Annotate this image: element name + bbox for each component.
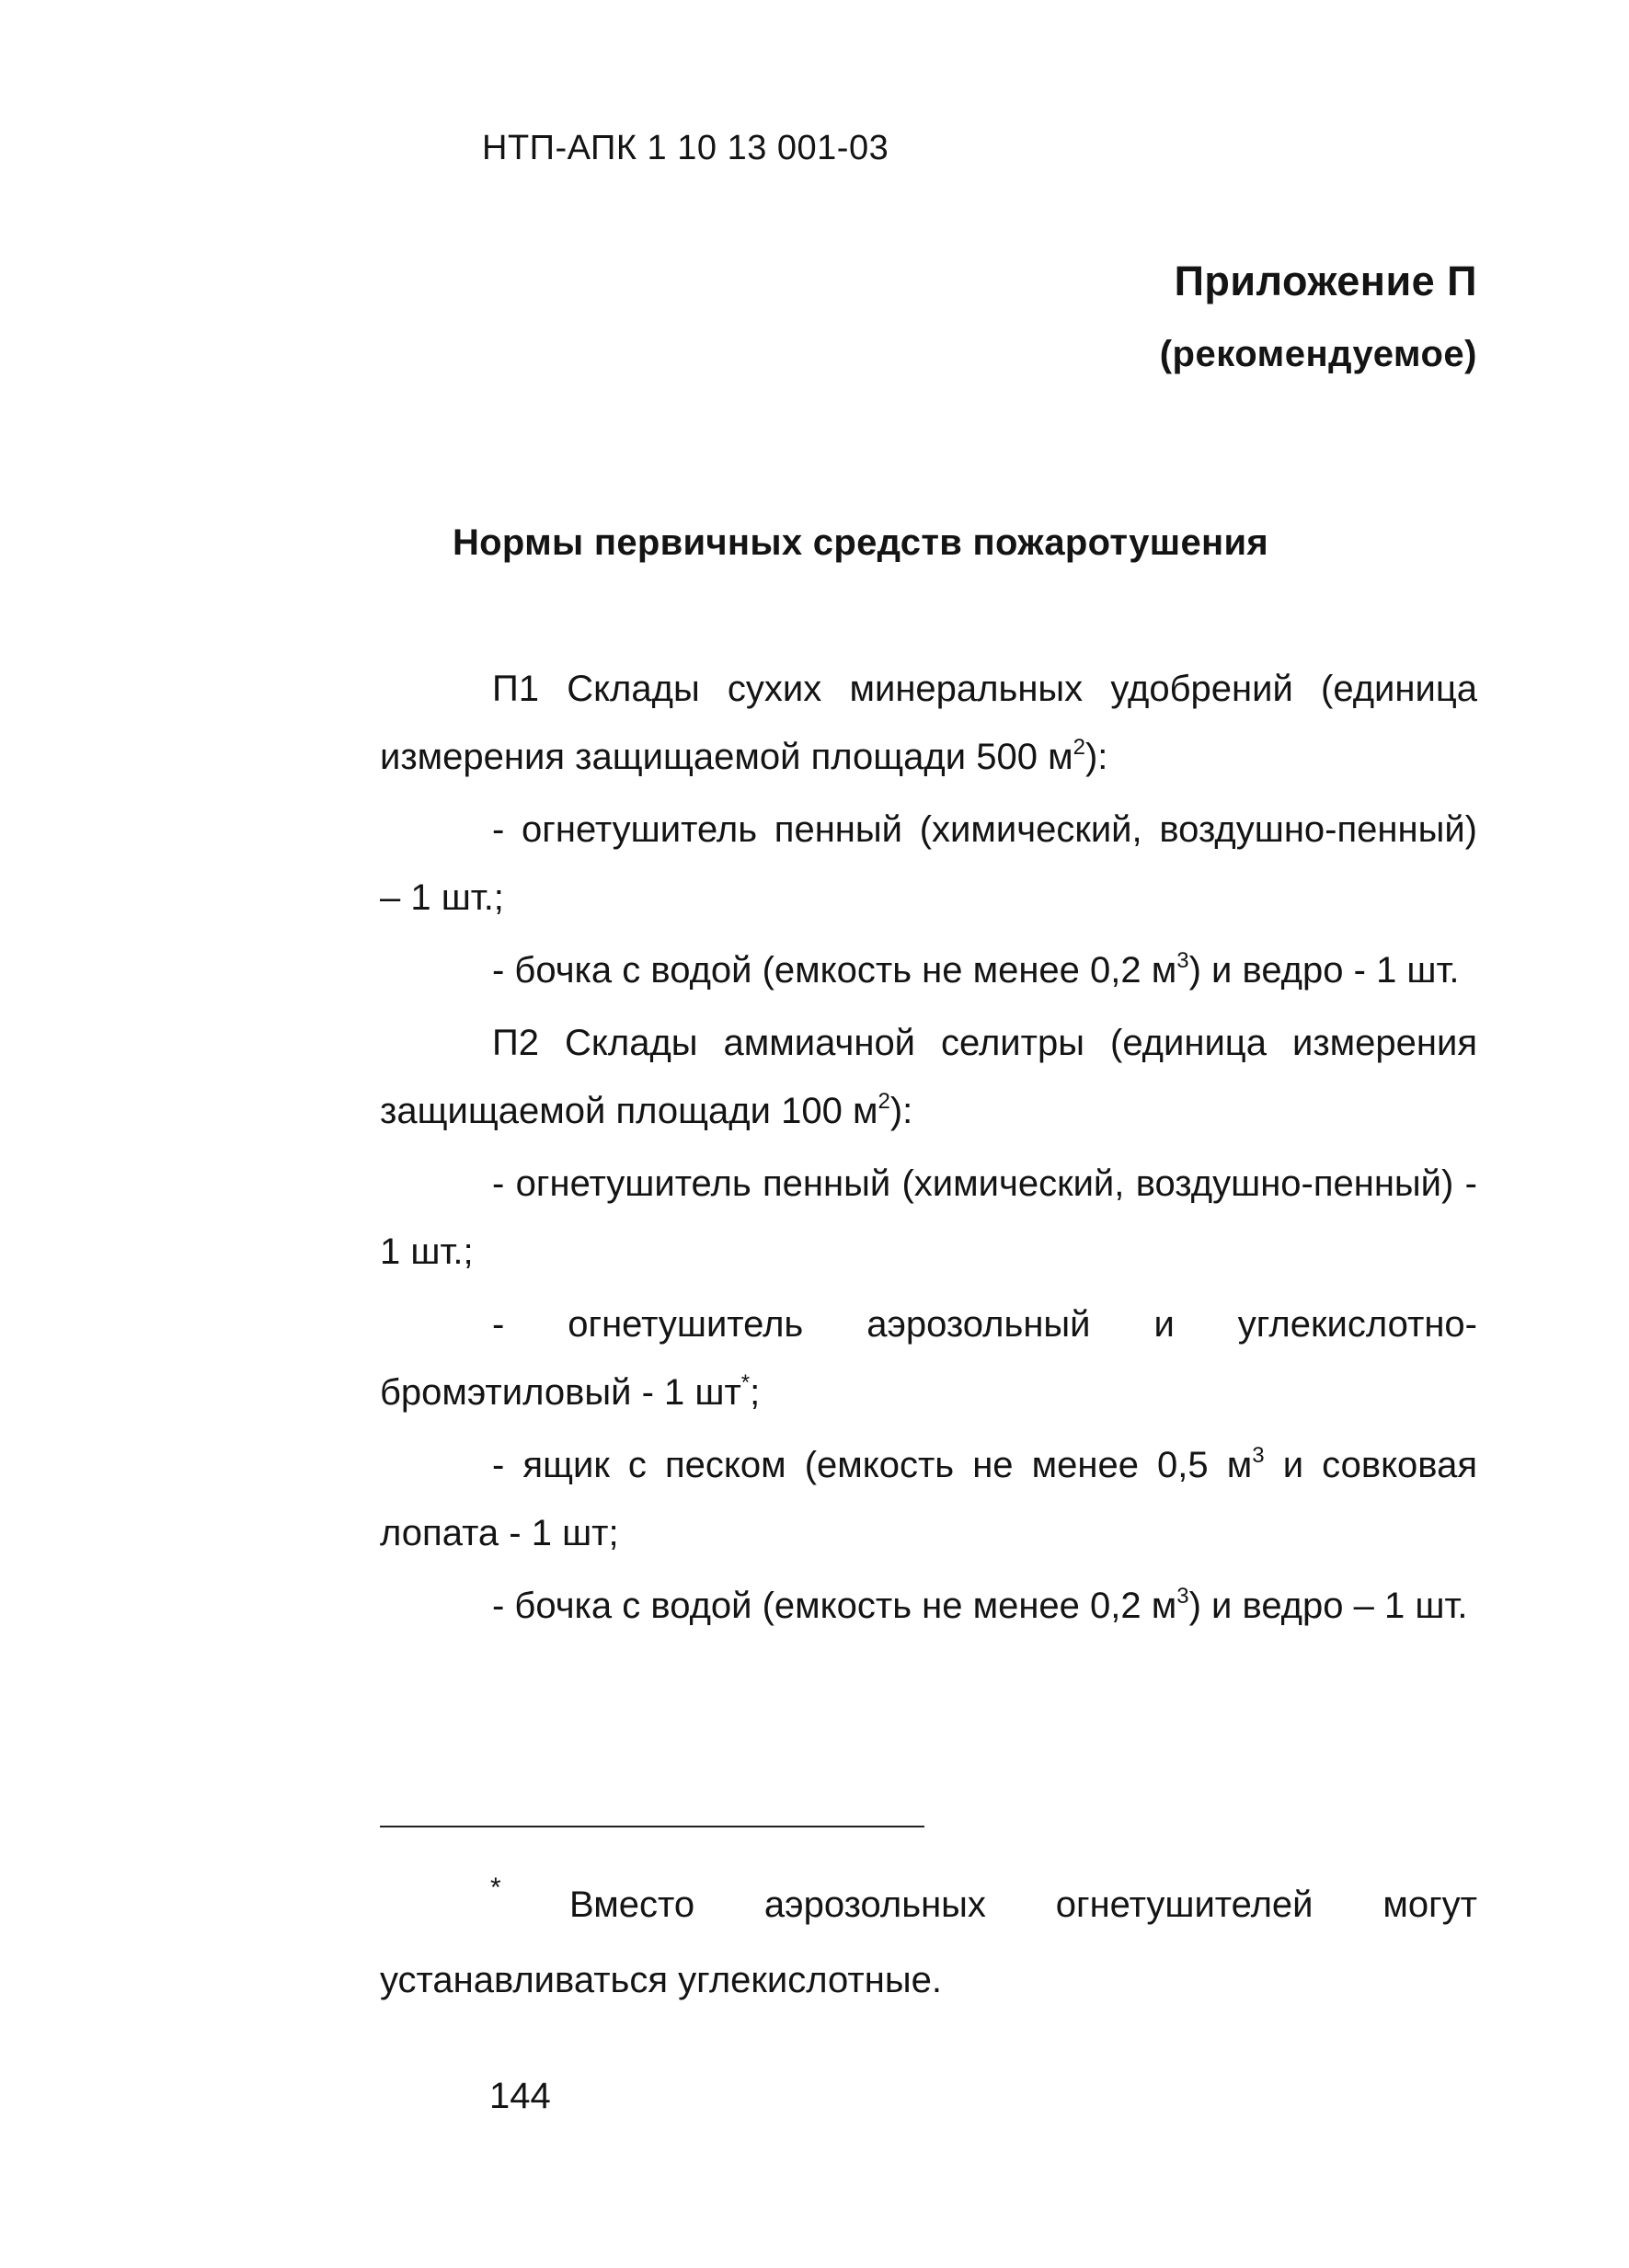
p2-item-foam-extinguisher: [380, 1150, 1477, 1286]
p1-item2-superscript: 3: [1176, 948, 1189, 973]
p2-item-sand-box: [380, 1431, 1477, 1567]
footnote-marker: *: [490, 1873, 501, 1903]
p1-text: П1 Склады сухих минеральных удобрений (единица измерения защищаемой площади 500 м: [380, 669, 1477, 777]
p1-item-water-barrel: [380, 936, 1477, 1004]
p2-item-water-barrel: [380, 1572, 1477, 1640]
appendix-note: (рекомендуемое): [1159, 334, 1477, 374]
p1-superscript: 2: [1073, 735, 1085, 760]
p1-tail: ):: [1084, 737, 1108, 777]
p2-text: П2 Склады аммиачной селитры (единица измерения защищаемой площади 100 м: [380, 1023, 1477, 1131]
p1-item2-tail: ) и ведро - 1 шт.: [1188, 950, 1460, 991]
p2-tail: ):: [889, 1091, 913, 1131]
p2-item2-text: - огнетушитель аэрозольный и углекислотно-бромэтиловый - 1 шт: [380, 1304, 1477, 1413]
p2-superscript: 2: [878, 1089, 890, 1114]
paragraph-p1: [380, 655, 1477, 791]
p2-item4-tail: ) и ведро – 1 шт.: [1188, 1586, 1468, 1626]
paragraph-p2: [380, 1009, 1477, 1145]
p2-item3-superscript: 3: [1252, 1443, 1265, 1468]
appendix-title: Приложение П: [1174, 258, 1477, 304]
p2-item-aerosol-extinguisher: [380, 1290, 1477, 1426]
footnote: [380, 1867, 1477, 2018]
p1-item1-text: - огнетушитель пенный (химический, воздушно-пенный) – 1 шт.;: [380, 809, 1477, 918]
footnote-line-2: устанавливаться углекислотные.: [380, 1960, 942, 2000]
footnote-line-1: Вместо аэрозольных огнетушителей могут: [569, 1884, 1477, 1925]
section-heading: Нормы первичных средств пожаротушения: [453, 522, 1268, 563]
p2-item2-superscript: *: [740, 1370, 751, 1395]
p2-item4-text: - бочка с водой (емкость не менее 0,2 м: [492, 1586, 1177, 1626]
p2-item4-superscript: 3: [1176, 1584, 1189, 1609]
footnote-divider: [380, 1826, 924, 1827]
p1-item2-text: - бочка с водой (емкость не менее 0,2 м: [492, 950, 1177, 991]
p1-item-foam-extinguisher: [380, 796, 1477, 932]
page-number: 144: [489, 2076, 551, 2116]
document-body: [380, 655, 1477, 1644]
document-code: НТП-АПК 1 10 13 001-03: [482, 129, 889, 167]
p2-item3-text: - ящик с песком (емкость не менее 0,5 м: [492, 1445, 1253, 1485]
p2-item2-tail: ;: [750, 1372, 761, 1413]
p2-item3-tail: и совковая лопата - 1 шт;: [380, 1445, 1477, 1553]
p2-item1-text: - огнетушитель пенный (химический, воздушно-пенный) - 1 шт.;: [380, 1163, 1477, 1272]
